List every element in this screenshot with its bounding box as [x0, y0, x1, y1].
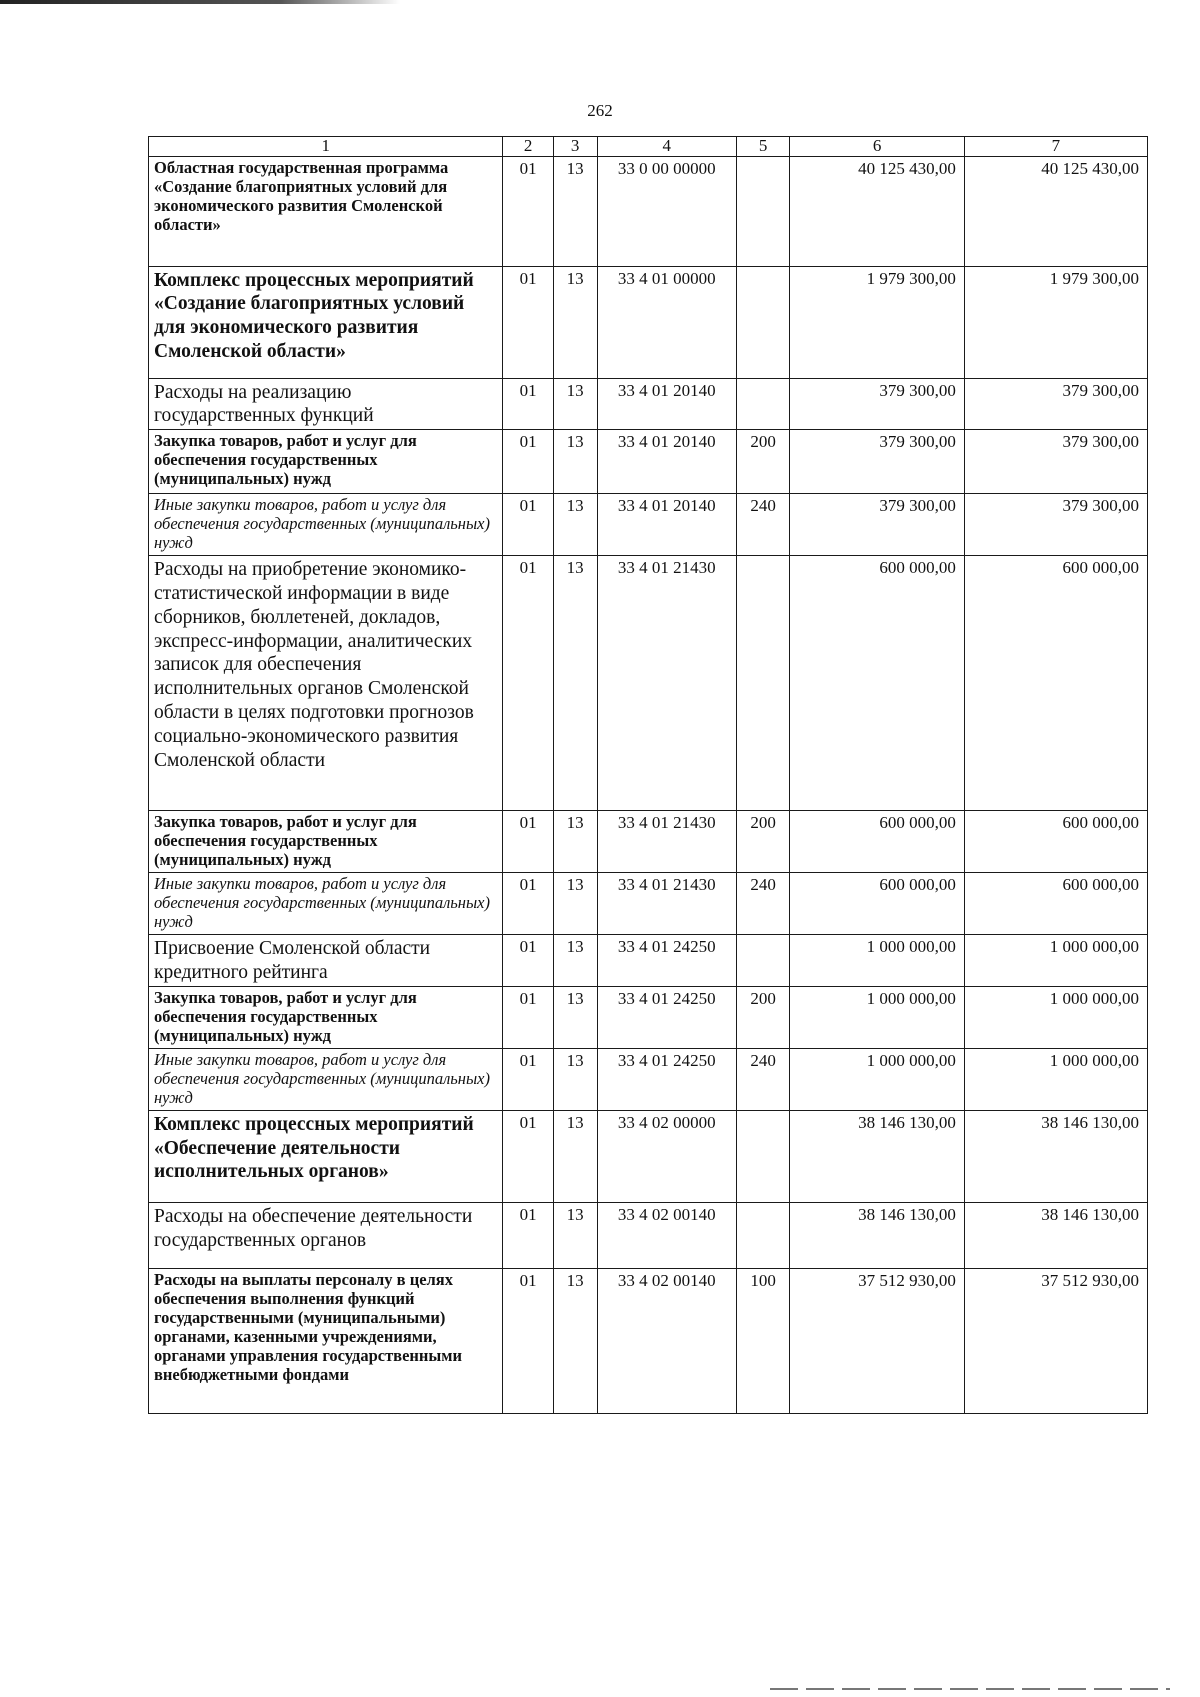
header-cell: 6 — [790, 137, 965, 157]
row-amount-2024: 1 000 000,00 — [790, 935, 965, 987]
table-row — [149, 556, 1148, 811]
row-section: 01 — [503, 494, 553, 556]
row-amount-2025: 379 300,00 — [964, 494, 1147, 556]
row-expense-type — [736, 556, 790, 811]
row-expense-type — [736, 935, 790, 987]
row-target-code: 33 4 01 24250 — [597, 935, 736, 987]
row-amount-2024: 1 000 000,00 — [790, 986, 965, 1048]
header-cell: 3 — [553, 137, 597, 157]
row-section: 01 — [503, 556, 553, 811]
row-amount-2025: 40 125 430,00 — [964, 156, 1147, 266]
header-cell: 2 — [503, 137, 553, 157]
row-amount-2025: 600 000,00 — [964, 873, 1147, 935]
row-expense-type — [736, 1110, 790, 1202]
header-cell: 4 — [597, 137, 736, 157]
row-amount-2025: 1 000 000,00 — [964, 1048, 1147, 1110]
row-amount-2024: 37 512 930,00 — [790, 1268, 965, 1413]
table-row — [149, 1110, 1148, 1202]
row-amount-2025: 379 300,00 — [964, 378, 1147, 430]
row-amount-2025: 1 979 300,00 — [964, 266, 1147, 378]
row-expense-type: 200 — [736, 986, 790, 1048]
row-expense-type: 200 — [736, 430, 790, 494]
row-amount-2024: 38 146 130,00 — [790, 1202, 965, 1268]
row-expense-type: 240 — [736, 494, 790, 556]
row-section: 01 — [503, 1202, 553, 1268]
row-subsection: 13 — [553, 430, 597, 494]
row-section: 01 — [503, 430, 553, 494]
table-row — [149, 935, 1148, 987]
row-amount-2024: 379 300,00 — [790, 378, 965, 430]
header-cell: 7 — [964, 137, 1147, 157]
row-target-code: 33 4 01 20140 — [597, 430, 736, 494]
row-amount-2025: 38 146 130,00 — [964, 1202, 1147, 1268]
table-row — [149, 1202, 1148, 1268]
row-name: Расходы на обеспечение деятельности государственных органов — [149, 1202, 503, 1268]
row-target-code: 33 4 01 21430 — [597, 556, 736, 811]
row-amount-2025: 600 000,00 — [964, 811, 1147, 873]
row-subsection: 13 — [553, 1110, 597, 1202]
row-target-code: 33 4 01 24250 — [597, 986, 736, 1048]
row-target-code: 33 4 01 20140 — [597, 378, 736, 430]
table-row — [149, 986, 1148, 1048]
row-amount-2025: 600 000,00 — [964, 556, 1147, 811]
row-amount-2025: 38 146 130,00 — [964, 1110, 1147, 1202]
table-row — [149, 1268, 1148, 1413]
row-subsection: 13 — [553, 873, 597, 935]
header-cell: 1 — [149, 137, 503, 157]
row-name: Областная государственная программа «Создание благоприятных условий для экономического развития Смоленской области» — [149, 156, 503, 266]
table-row — [149, 873, 1148, 935]
row-subsection: 13 — [553, 935, 597, 987]
row-section: 01 — [503, 986, 553, 1048]
row-section: 01 — [503, 1110, 553, 1202]
row-expense-type — [736, 378, 790, 430]
table-row — [149, 811, 1148, 873]
row-amount-2025: 1 000 000,00 — [964, 935, 1147, 987]
row-subsection: 13 — [553, 556, 597, 811]
row-amount-2025: 37 512 930,00 — [964, 1268, 1147, 1413]
row-expense-type: 240 — [736, 1048, 790, 1110]
row-expense-type: 240 — [736, 873, 790, 935]
row-section: 01 — [503, 1268, 553, 1413]
row-subsection: 13 — [553, 986, 597, 1048]
table-row — [149, 1048, 1148, 1110]
row-section: 01 — [503, 156, 553, 266]
table-header-row — [149, 137, 1148, 157]
table-row — [149, 266, 1148, 378]
table-row — [149, 378, 1148, 430]
row-amount-2024: 1 000 000,00 — [790, 1048, 965, 1110]
row-target-code: 33 4 01 24250 — [597, 1048, 736, 1110]
row-name: Закупка товаров, работ и услуг для обеспечения государственных (муниципальных) нужд — [149, 811, 503, 873]
row-section: 01 — [503, 811, 553, 873]
header-cell: 5 — [736, 137, 790, 157]
row-name: Комплекс процессных мероприятий «Обеспечение деятельности исполнительных органов» — [149, 1110, 503, 1202]
row-target-code: 33 4 02 00000 — [597, 1110, 736, 1202]
table-row — [149, 494, 1148, 556]
row-name: Закупка товаров, работ и услуг для обеспечения государственных (муниципальных) нужд — [149, 430, 503, 494]
row-section: 01 — [503, 873, 553, 935]
row-target-code: 33 4 01 20140 — [597, 494, 736, 556]
row-name: Расходы на реализацию государственных функций — [149, 378, 503, 430]
row-expense-type: 200 — [736, 811, 790, 873]
row-amount-2024: 379 300,00 — [790, 494, 965, 556]
row-amount-2025: 1 000 000,00 — [964, 986, 1147, 1048]
row-amount-2024: 379 300,00 — [790, 430, 965, 494]
row-amount-2024: 1 979 300,00 — [790, 266, 965, 378]
row-amount-2024: 600 000,00 — [790, 873, 965, 935]
budget-table — [148, 136, 1148, 1414]
row-subsection: 13 — [553, 378, 597, 430]
page-number: 262 — [587, 101, 613, 120]
row-name: Закупка товаров, работ и услуг для обеспечения государственных (муниципальных) нужд — [149, 986, 503, 1048]
row-section: 01 — [503, 266, 553, 378]
row-target-code: 33 4 01 21430 — [597, 873, 736, 935]
row-name: Присвоение Смоленской области кредитного рейтинга — [149, 935, 503, 987]
row-subsection: 13 — [553, 811, 597, 873]
row-target-code: 33 4 02 00140 — [597, 1202, 736, 1268]
row-name: Иные закупки товаров, работ и услуг для обеспечения государственных (муниципальных) нужд — [149, 1048, 503, 1110]
row-amount-2024: 38 146 130,00 — [790, 1110, 965, 1202]
row-target-code: 33 0 00 00000 — [597, 156, 736, 266]
row-name: Расходы на выплаты персоналу в целях обеспечения выполнения функций государственными (муниципальными) органами, казенными учреждениями, органами управления государственными внебюджетными фондами — [149, 1268, 503, 1413]
table-row — [149, 156, 1148, 266]
row-amount-2024: 600 000,00 — [790, 811, 965, 873]
row-subsection: 13 — [553, 1268, 597, 1413]
row-expense-type — [736, 156, 790, 266]
row-section: 01 — [503, 378, 553, 430]
row-subsection: 13 — [553, 266, 597, 378]
row-section: 01 — [503, 1048, 553, 1110]
row-amount-2025: 379 300,00 — [964, 430, 1147, 494]
row-target-code: 33 4 01 21430 — [597, 811, 736, 873]
row-name: Иные закупки товаров, работ и услуг для обеспечения государственных (муниципальных) нужд — [149, 873, 503, 935]
row-subsection: 13 — [553, 1048, 597, 1110]
row-subsection: 13 — [553, 494, 597, 556]
row-amount-2024: 40 125 430,00 — [790, 156, 965, 266]
row-name: Комплекс процессных мероприятий «Создание благоприятных условий для экономического развития Смоленской области» — [149, 266, 503, 378]
row-target-code: 33 4 02 00140 — [597, 1268, 736, 1413]
row-section: 01 — [503, 935, 553, 987]
row-subsection: 13 — [553, 156, 597, 266]
row-target-code: 33 4 01 00000 — [597, 266, 736, 378]
table-row — [149, 430, 1148, 494]
scan-edge-mark — [0, 0, 400, 4]
row-amount-2024: 600 000,00 — [790, 556, 965, 811]
row-name: Иные закупки товаров, работ и услуг для обеспечения государственных (муниципальных) нужд — [149, 494, 503, 556]
row-expense-type — [736, 1202, 790, 1268]
row-expense-type — [736, 266, 790, 378]
scan-edge-mark-bottom — [770, 1688, 1170, 1690]
row-subsection: 13 — [553, 1202, 597, 1268]
row-name: Расходы на приобретение экономико-статистической информации в виде сборников, бюллетеней, докладов, экспресс-информации, аналитических записок для обеспечения исполнительных органов Смоленской области в целях подготовки прогнозов социально-экономического развития Смоленской области — [149, 556, 503, 811]
row-expense-type: 100 — [736, 1268, 790, 1413]
